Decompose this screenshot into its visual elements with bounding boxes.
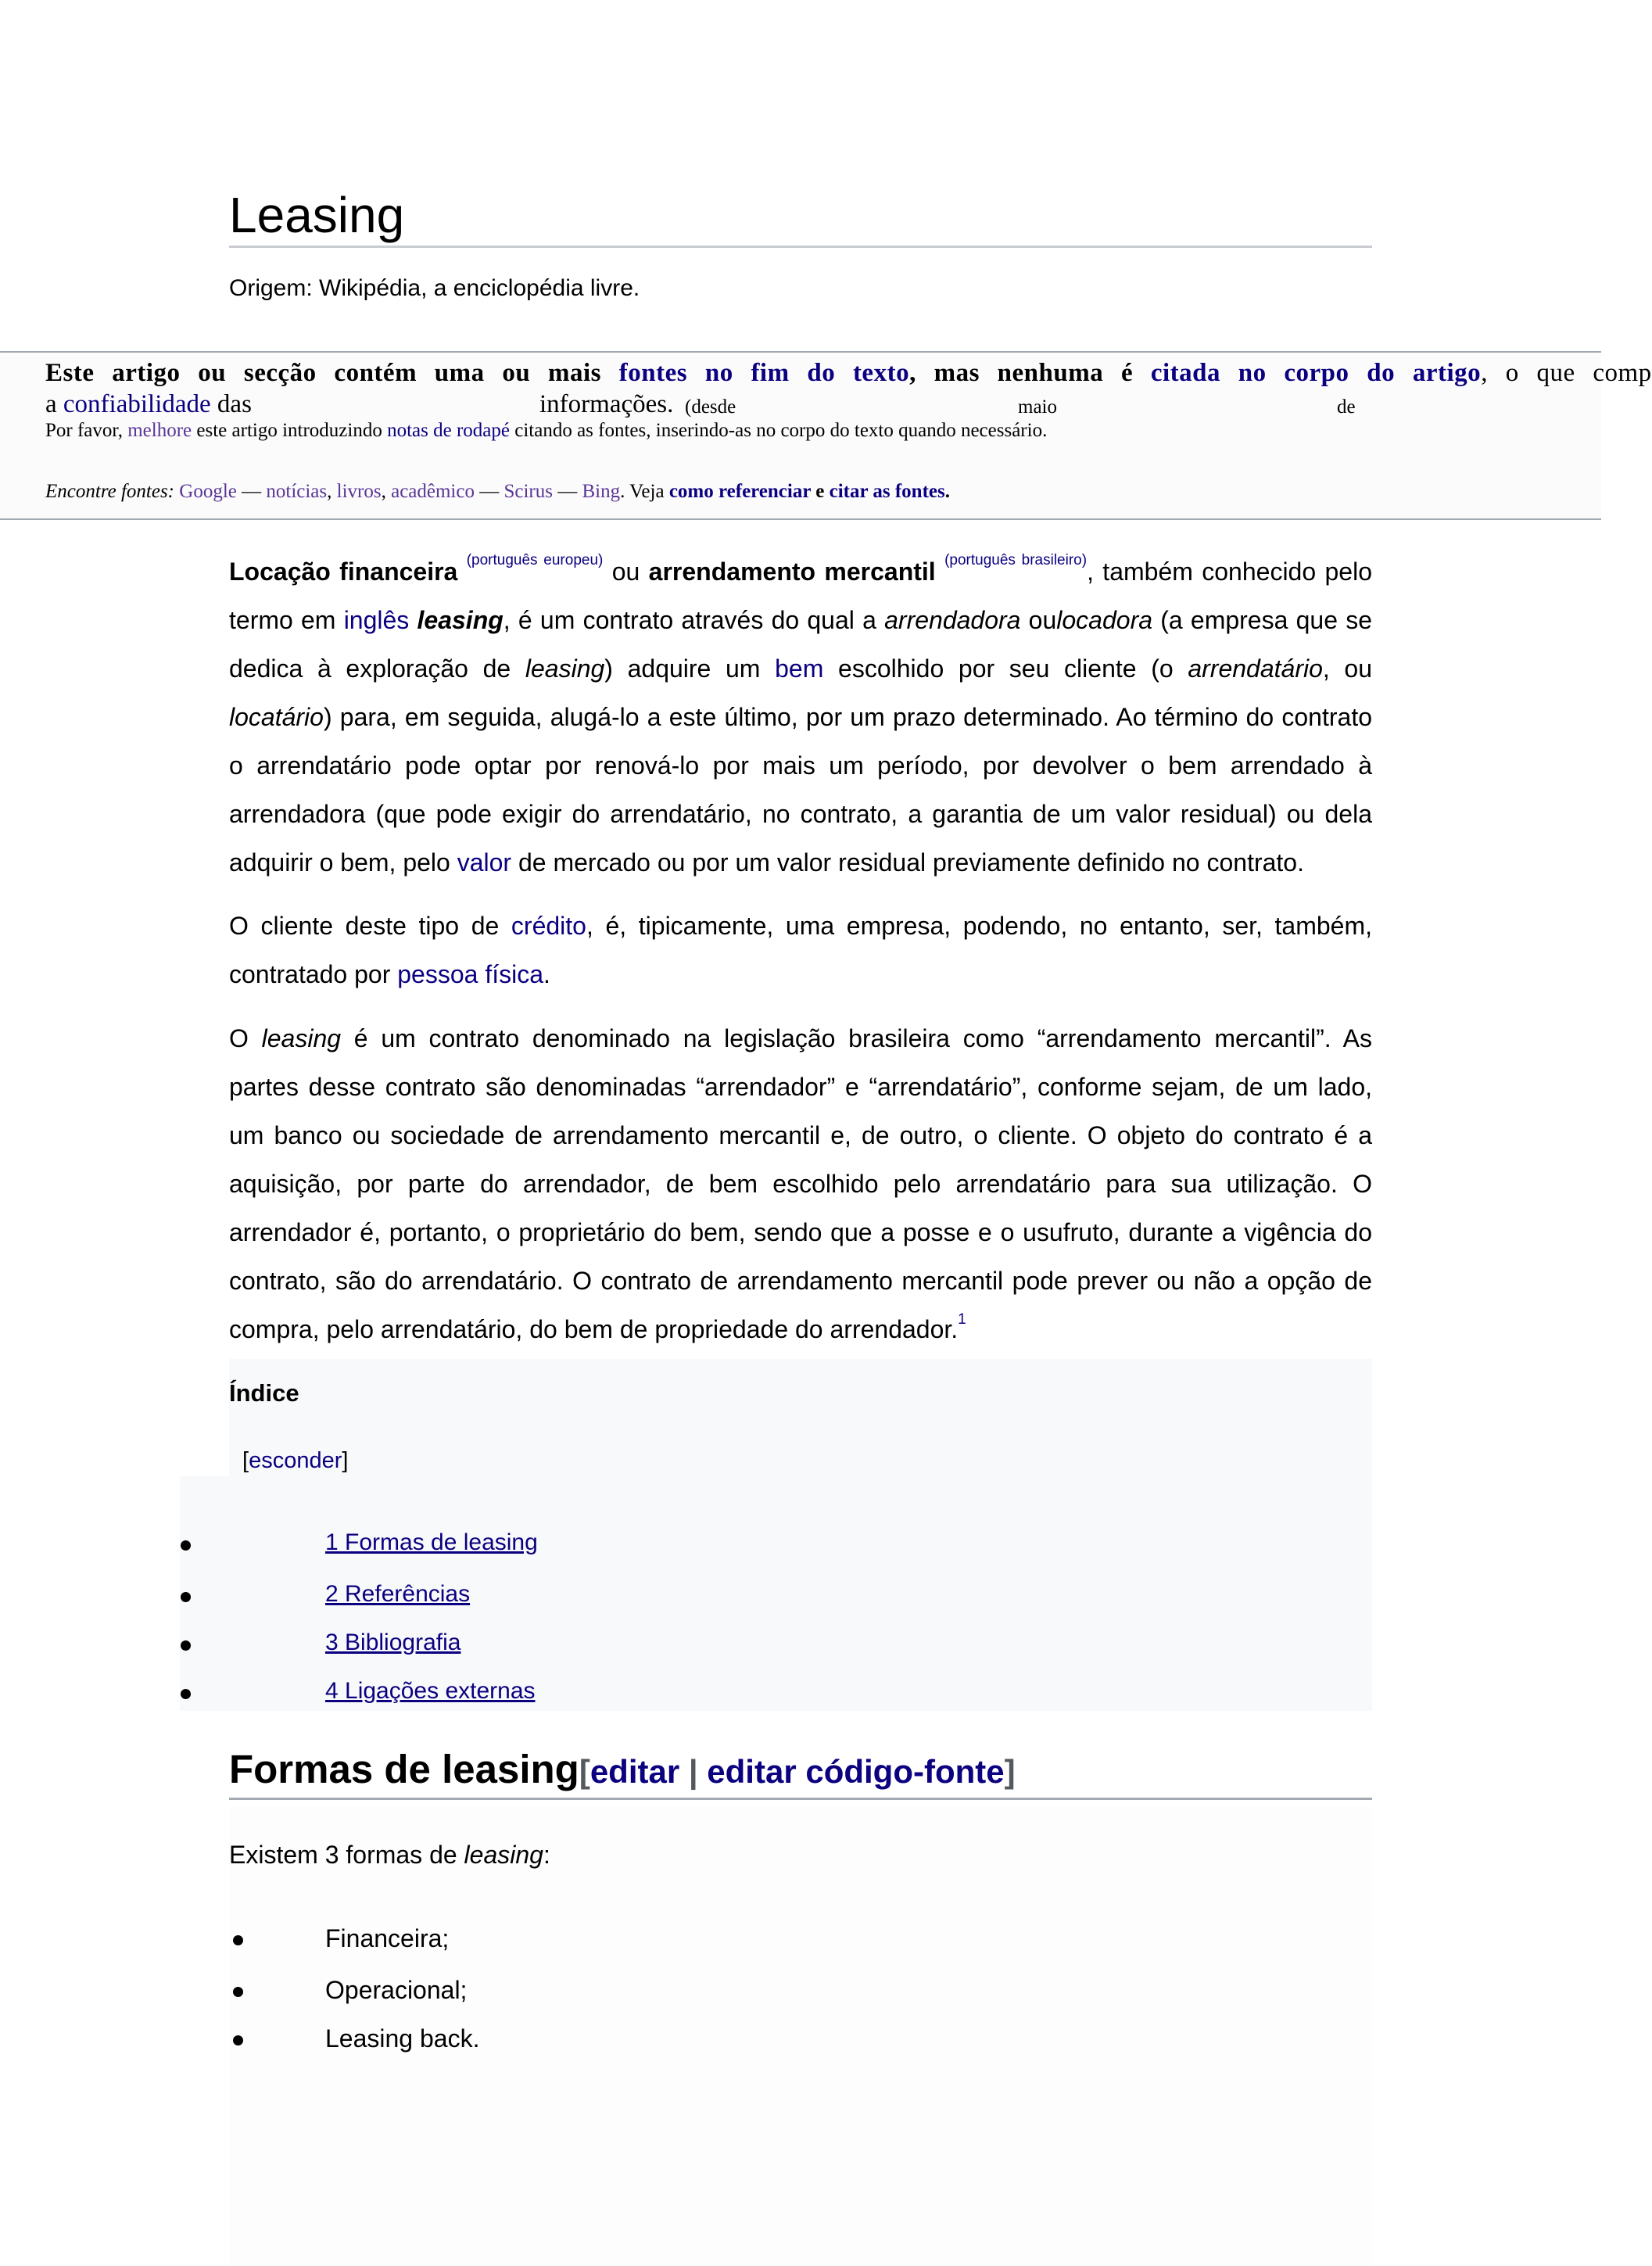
notice-date: (desde bbox=[685, 396, 736, 418]
toc-box bbox=[229, 1359, 1372, 1476]
text: (a empresa que se dedica à exploração de bbox=[229, 606, 1373, 683]
link-portugues-brasileiro[interactable]: (português brasileiro) bbox=[944, 552, 1088, 568]
section-heading-text: Formas de leasing bbox=[229, 1747, 579, 1791]
toc-item bbox=[325, 1581, 470, 1608]
link-citada-no-corpo[interactable]: citada no corpo do artigo bbox=[1150, 359, 1482, 387]
notice-text: informações. bbox=[539, 390, 674, 418]
term: locadora bbox=[1056, 606, 1153, 634]
link-confiabilidade[interactable]: confiabilidade bbox=[63, 390, 211, 418]
text: , é um contrato através do qual a bbox=[503, 606, 885, 634]
site-subtitle: Origem: Wikipédia, a enciclopédia livre. bbox=[229, 275, 640, 301]
link-bem[interactable]: bem bbox=[775, 654, 824, 683]
page-title: Leasing bbox=[229, 188, 1372, 248]
paragraph-cliente bbox=[229, 902, 1372, 999]
section-edit-links bbox=[579, 1753, 1016, 1790]
notice-find-sources: Encontre fontes: Google — notícias, livros, acadêmico — Scirus — Bing. Veja como referenciar e citar as fontes. bbox=[45, 481, 950, 502]
link-portugues-europeu[interactable]: (português europeu) bbox=[466, 552, 604, 568]
toc-link-bibliografia[interactable]: 3 Bibliografia bbox=[325, 1630, 461, 1655]
text: escolhido por seu cliente (o bbox=[823, 654, 1188, 683]
notice-text: das bbox=[217, 390, 252, 418]
separator: — bbox=[242, 481, 262, 502]
notice-text: , o que comp bbox=[1481, 359, 1652, 387]
bracket: ] bbox=[342, 1448, 349, 1473]
edit-source-link[interactable]: editar código-fonte bbox=[707, 1753, 1005, 1790]
toc-link-ligacoes-externas[interactable]: 4 Ligações externas bbox=[325, 1678, 536, 1704]
toc-title: Índice bbox=[229, 1379, 299, 1407]
bracket: [ bbox=[242, 1448, 249, 1473]
notice-date-month: maio bbox=[1018, 396, 1057, 418]
notice-text: este artigo introduzindo bbox=[196, 420, 382, 441]
paragraph-legislacao bbox=[229, 1014, 1372, 1354]
notice-text: a bbox=[45, 390, 57, 418]
list-item: Leasing back. bbox=[325, 2024, 480, 2053]
link-valor[interactable]: valor bbox=[457, 848, 512, 877]
link-scirus[interactable]: Scirus bbox=[503, 481, 553, 502]
link-citar-as-fontes[interactable]: citar as fontes bbox=[829, 481, 945, 502]
link-noticias[interactable]: notícias bbox=[266, 481, 328, 502]
edit-link[interactable]: editar bbox=[589, 1753, 680, 1790]
sources-notice-box bbox=[0, 351, 1652, 520]
term: arrendadora bbox=[884, 606, 1021, 634]
notice-text: . Veja bbox=[620, 481, 665, 502]
text: ou bbox=[1020, 606, 1057, 634]
bullet-icon bbox=[181, 1592, 191, 1602]
section-intro bbox=[229, 1841, 550, 1870]
link-ingles[interactable]: inglês bbox=[343, 606, 410, 634]
bullet-icon bbox=[233, 1987, 243, 1997]
link-como-referenciar[interactable]: como referenciar bbox=[668, 481, 811, 502]
list-item: Operacional; bbox=[325, 1976, 468, 2004]
text: , é, tipicamente, uma empresa, podendo, no entanto, ser, também, contratado por bbox=[229, 912, 1373, 988]
section-heading bbox=[229, 1745, 1372, 1800]
notice-line-2 bbox=[45, 390, 252, 419]
bullet-icon bbox=[181, 1689, 191, 1699]
text: Existem 3 formas de bbox=[229, 1841, 464, 1869]
notice-text: . bbox=[944, 481, 950, 502]
link-pessoa-fisica[interactable]: pessoa física bbox=[397, 960, 544, 988]
toc-item bbox=[325, 1678, 536, 1705]
find-sources-label: Encontre fontes: bbox=[45, 481, 175, 502]
notice-text: citando as fontes, inserindo-as no corpo do texto quando necessário. bbox=[514, 420, 1048, 441]
toc-hide-link[interactable]: esconder bbox=[249, 1448, 342, 1473]
text: ) adquire um bbox=[604, 654, 776, 683]
term: arrendatário bbox=[1188, 654, 1323, 683]
separator: — bbox=[479, 481, 500, 502]
term-bold: arrendamento mercantil bbox=[648, 558, 936, 586]
separator: | bbox=[679, 1753, 708, 1790]
text: O cliente deste tipo de bbox=[229, 912, 511, 940]
text: , ou bbox=[1322, 654, 1373, 683]
text bbox=[409, 606, 417, 634]
notice-text: Por favor, bbox=[45, 420, 123, 441]
bracket: ] bbox=[1004, 1753, 1016, 1790]
toc-link-referencias[interactable]: 2 Referências bbox=[325, 1581, 471, 1607]
bullet-icon bbox=[233, 1935, 243, 1945]
notice-text: , mas nenhuma é bbox=[909, 359, 1134, 387]
link-fontes-no-fim[interactable]: fontes no fim do texto bbox=[618, 359, 910, 387]
term: leasing bbox=[464, 1841, 543, 1869]
text: ou bbox=[603, 558, 649, 586]
paragraph-intro bbox=[229, 547, 1372, 887]
text: O bbox=[229, 1024, 262, 1052]
separator: — bbox=[557, 481, 578, 502]
notice-text: Este artigo ou secção contém uma ou mais bbox=[45, 359, 602, 387]
link-bing[interactable]: Bing bbox=[582, 481, 621, 502]
list-item: Financeira; bbox=[325, 1924, 450, 1952]
term: leasing bbox=[261, 1024, 342, 1052]
reference-link-1[interactable]: 1 bbox=[958, 1311, 966, 1328]
text: : bbox=[543, 1841, 550, 1869]
link-melhore[interactable]: melhore bbox=[127, 420, 192, 441]
bullet-icon bbox=[233, 2035, 243, 2045]
toc-item bbox=[325, 1529, 538, 1556]
bullet-icon bbox=[181, 1540, 191, 1551]
notice-line-1 bbox=[45, 359, 1652, 388]
toc-link-formas-de-leasing[interactable]: 1 Formas de leasing bbox=[325, 1529, 538, 1555]
text: de mercado ou por um valor residual previamente definido no contrato. bbox=[511, 848, 1304, 877]
term-leasing: leasing bbox=[417, 606, 503, 634]
link-notas-de-rodape[interactable]: notas de rodapé bbox=[387, 420, 510, 441]
link-livros[interactable]: livros bbox=[336, 481, 382, 502]
text: é um contrato denominado na legislação brasileira como “arrendamento mercantil”. As partes desse contrato são denominadas “arrendador” e “arrendatário”, conforme sejam, de um lado, um banco ou sociedade de arrendamento mercantil e, de outro, o cliente. O objeto do contrato é a aquisição, por parte do arrendador, de bem escolhido pelo arrendatário para sua utilização. O arrendador é, portanto, o proprietário do bem, sendo que a posse e o usufruto, durante a vigência do contrato, são do arrendatário. O contrato de arrendamento mercantil pode prever ou não a opção de compra, pelo arrendatário, do bem de propriedade do arrendador. bbox=[229, 1024, 1373, 1343]
link-academico[interactable]: acadêmico bbox=[391, 481, 475, 502]
link-credito[interactable]: crédito bbox=[511, 912, 586, 940]
text: , também conhecido pelo termo em bbox=[229, 558, 1373, 634]
toc-toggle bbox=[242, 1448, 348, 1474]
bracket: [ bbox=[579, 1753, 590, 1790]
term: leasing bbox=[525, 654, 605, 683]
term: locatário bbox=[229, 703, 324, 731]
text: ) para, em seguida, alugá-lo a este último, por um prazo determinado. Ao término do contrato o arrendatário pode optar por renová-lo por mais um período, por devolver o bem arrendado à arrendadora (que pode exigir do arrendatário, no contrato, a garantia de um valor residual) ou dela adquirir o bem, pelo bbox=[229, 703, 1372, 877]
term-bold: Locação financeira bbox=[229, 558, 458, 586]
bullet-icon bbox=[181, 1640, 191, 1651]
notice-line-3 bbox=[45, 420, 1047, 442]
toc-item bbox=[325, 1630, 460, 1656]
notice-date-de: de bbox=[1337, 396, 1356, 418]
notice-text: e bbox=[815, 481, 825, 502]
link-google[interactable]: Google bbox=[179, 481, 237, 502]
text: . bbox=[543, 960, 550, 988]
